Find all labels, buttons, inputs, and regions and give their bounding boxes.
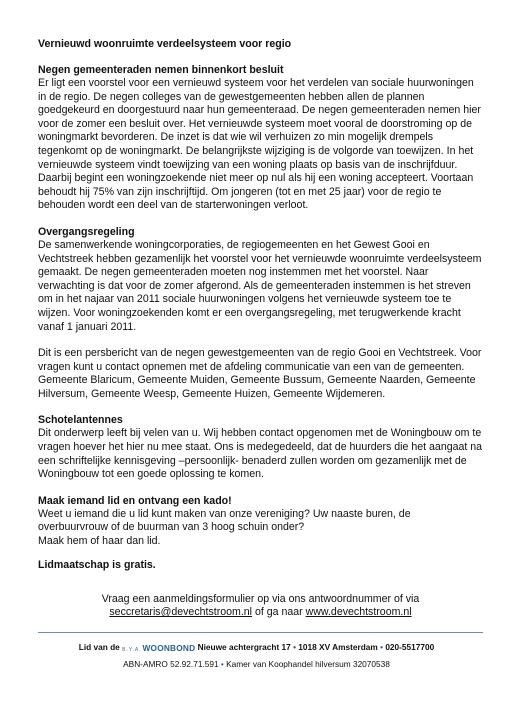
woonbond-logo (122, 641, 195, 657)
separator-icon: • (293, 642, 296, 652)
section-schotelantennes (38, 414, 483, 481)
section-heading: Negen gemeenteraden nemen binnenkort besluit (38, 64, 284, 76)
section-persbericht (38, 347, 483, 401)
section-text: De samenwerkende woningcorporaties, de regiogemeenten en het Gewest Gooi en Vechtstreek hebben gezamenlijk het voorstel voor het vernieuwde woonruimte verdeelsysteem gemaakt. De negen gemeenteraden moeten nog instemmen met het voorstel. Naar verwachting is dat voor de zomer afgerond. Als de gemeenteraden instemmen is het streven om in het najaar van 2011 sociale huurwoningen volgens het vernieuwde systeem toe te wijzen. Voor woningzoekenden komt er een overgangsregeling, met terugwerkende kracht vanaf 1 januari 2011. (38, 238, 482, 333)
section-text: Dit is een persbericht van de negen gewestgemeenten van de regio Gooi en Vechtstreek. Voor vragen kunt u contact opnemen met de afdeling communicatie van een van de gemeenten. Gemeente Blaricum, Gemeente Muiden, Gemeente Bussum, Gemeente Naarden, Gemeente Hilversum, Gemeente Weesp, Gemeente Huizen, Gemeente Wijdemeren. (38, 347, 482, 400)
footer-city: 1018 XV Amsterdam (298, 642, 378, 652)
email-link[interactable]: seccretaris@devechtstroom.nl (109, 606, 253, 619)
section-text: Dit onderwerp leeft bij velen van u. Wij hebben contact opgenomen met de Woningbouw om te vragen hoever het hier nu mee staat. Ons is medegedeeld, dat de huurders die het aangaat na een schriftelijke kennisgeving –persoonlijk- benaderd zullen worden om gezamenlijk met de Woningbouw tot een goede oplossing te komen. (38, 427, 483, 481)
section-heading: Overgangsregeling (38, 225, 135, 238)
footer-kvk: Kamer van Koophandel hilversum 32070538 (226, 659, 390, 669)
footer-prefix: Lid van de (78, 642, 120, 652)
section-heading: Maak iemand lid en ontvang een kado! (38, 494, 232, 507)
section-text: Weet u iemand die u lid kunt maken van onze vereniging? Uw naaste buren, de overbuurvrouw of de buurman van 3 hoog schuin onder? Maak hem of haar dan lid. (38, 507, 411, 548)
website-link[interactable]: www.devechtstroom.nl (305, 606, 412, 619)
footer-divider (38, 632, 483, 633)
section-text: Er ligt een voorstel voor een vernieuwd systeem voor het verdelen van sociale huurwoningen in de regio. De negen colleges van de gewestgemeenten hebben allen de plannen goedgekeurd en doorgestuurd naar hun gemeenteraad. De negen gemeenteraden nemen hier voor de zomer een besluit over. Het vernieuwde systeem moet vooral de doorstroming op de woningmarkt bevorderen. De inzet is dat wie wil verhuizen zo min mogelijk drempels tegenkomt op de woningmarkt. De belangrijkste wijziging is de volgorde van toewijzen. In het vernieuwde systeem vindt toewijzing van een woning plaats op basis van de inschrijfduur. Daarbij begint een woningzoekende niet meer op nul als hij een woning accepteert. Voortaan behoudt hij 75% van zijn inschrijftijd. Om jongeren (tot en met 25 jaar) voor de regio te behouden wordt een deel van de starterwoningen verloot. (38, 77, 481, 212)
section-besluit (38, 64, 483, 213)
contact-middle-text: of ga naar (252, 606, 306, 619)
section-heading: Schotelantennes (38, 414, 123, 427)
document-title: Vernieuwd woonruimte verdeelsysteem voor regio (38, 38, 292, 50)
separator-icon: • (380, 642, 383, 652)
footer-phone: 020-5517700 (385, 642, 435, 652)
contact-block (38, 593, 483, 620)
separator-icon: • (220, 659, 224, 669)
logo-text: WOONBOND (142, 643, 196, 653)
logo-small-text: B.Y.A. (122, 647, 142, 653)
contact-links (38, 606, 483, 620)
contact-line: Vraag een aanmeldingsformulier op via ons antwoordnummer of via (101, 592, 420, 605)
footer-line-2 (0, 657, 513, 671)
section-lid-maken (38, 495, 483, 549)
footer-bank: ABN-AMRO 52.92.71.591 (123, 659, 219, 669)
membership-free-note: Lidmaatschap is gratis. (38, 558, 156, 571)
footer (0, 640, 513, 671)
section-overgangsregeling (38, 226, 483, 334)
footer-line-1 (0, 640, 513, 657)
document-page (38, 30, 483, 620)
footer-address: Nieuwe achtergracht 17 (197, 642, 291, 652)
